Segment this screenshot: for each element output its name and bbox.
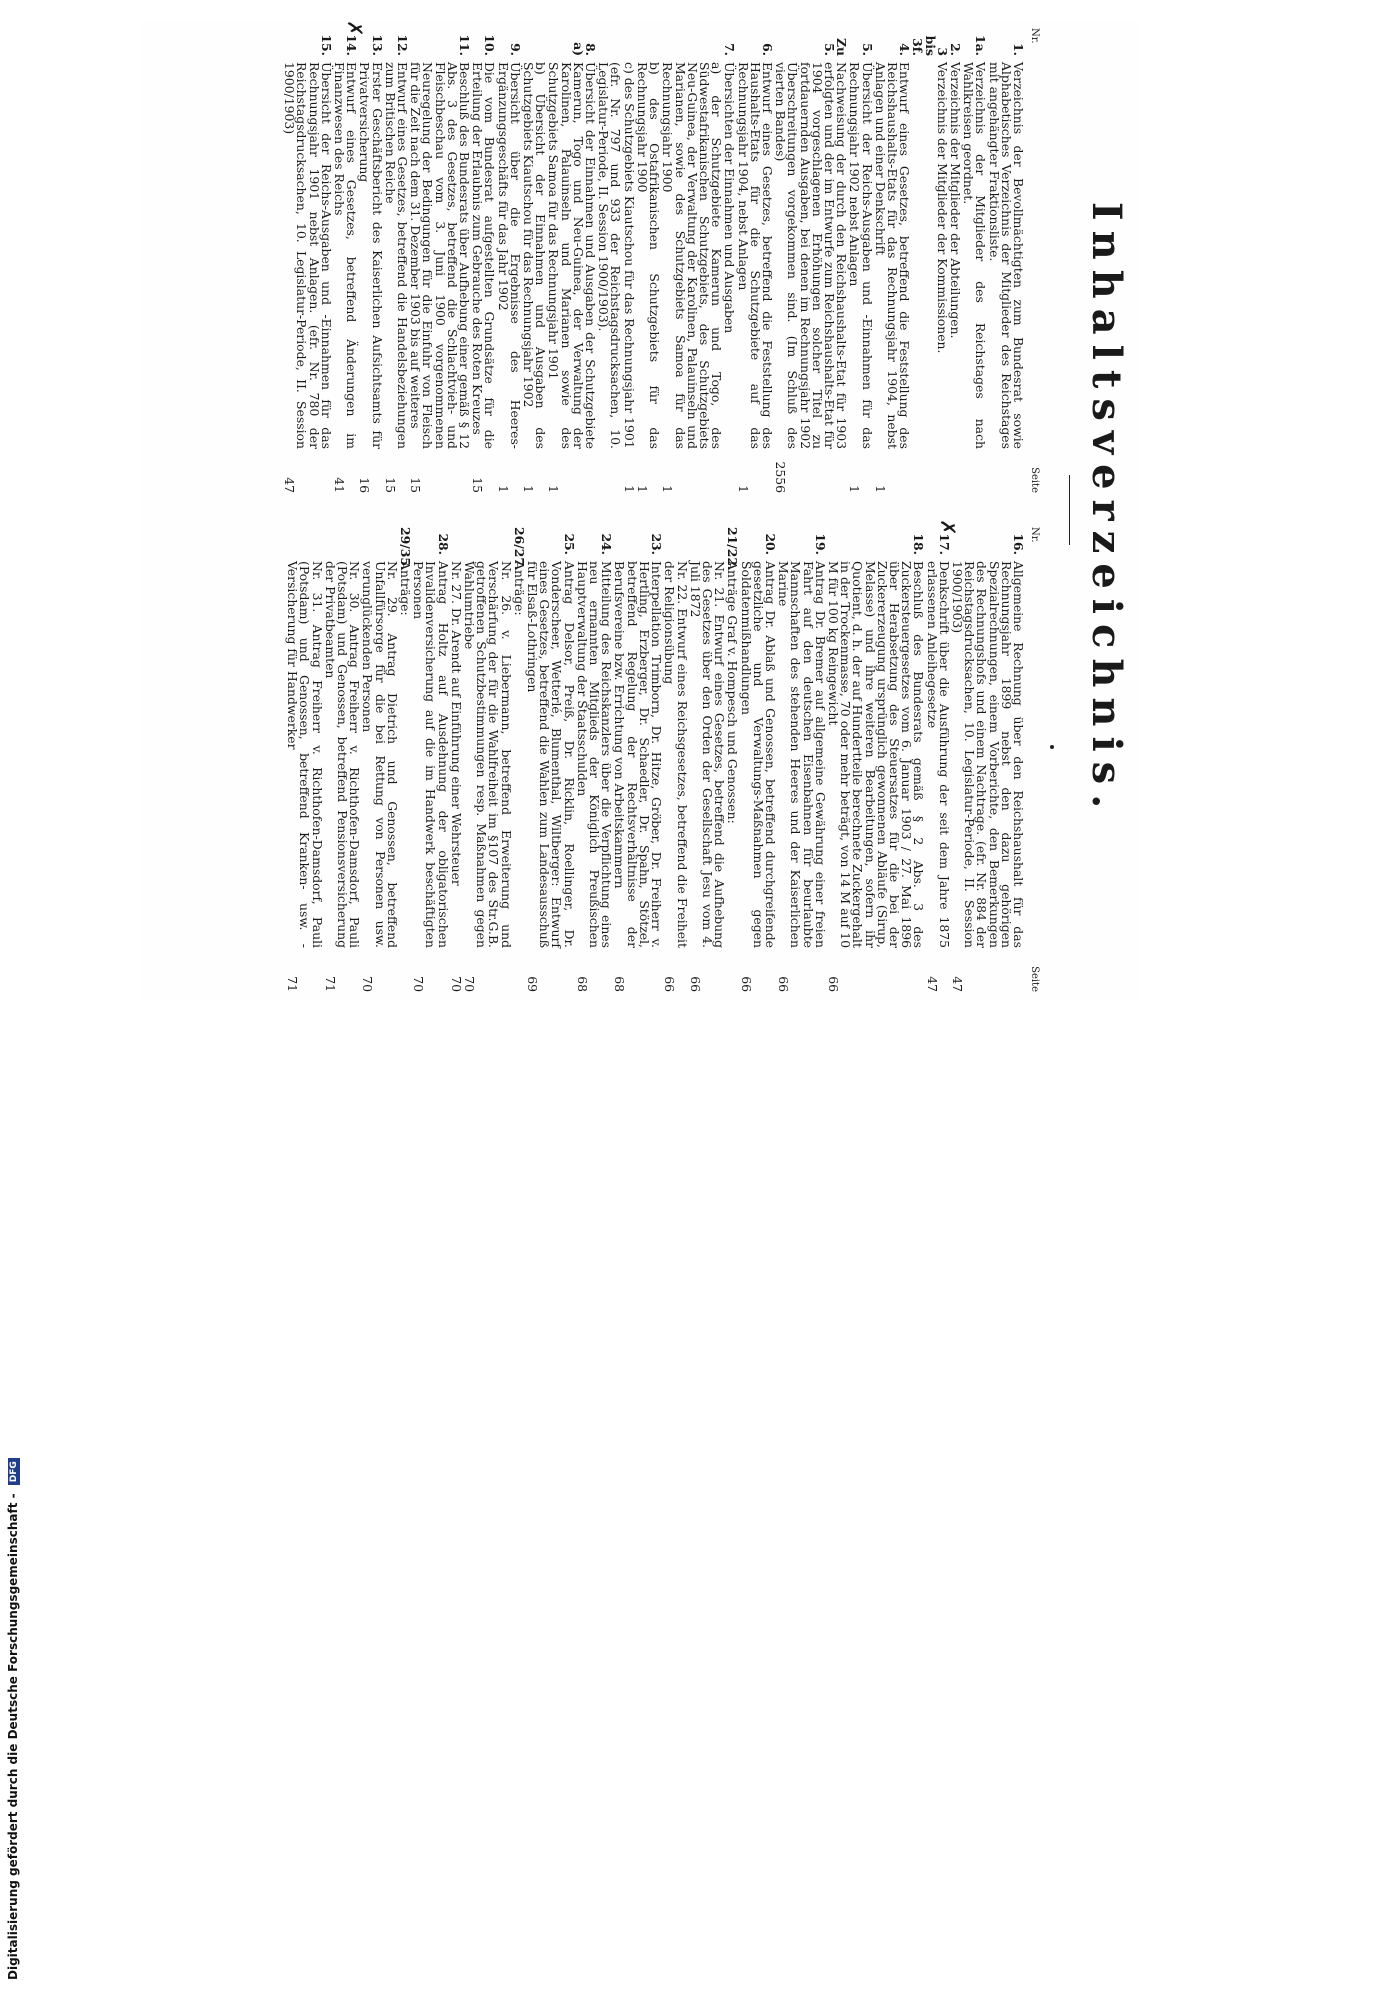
toc-entry	[324, 527, 361, 992]
entry-text: Übersicht über die Ergebnisse des Heeres-Ergänzungsgeschäfts für das Jahr 1902	[495, 62, 523, 449]
entry-number	[597, 28, 621, 62]
toc-entry	[827, 527, 925, 992]
nr-label: Nr.	[1029, 28, 1040, 44]
toc-entry	[283, 28, 332, 493]
entry-page-number: 1	[546, 485, 562, 493]
entry-text: Übersicht der Einnahmen und Ausgaben der Schutzgebiete Kamerun, Togo und Neu-Guinea, der Verwaltung der Karolinen, Palauinseln und Marianen sowie des Schutzgebiets Samoa für das Rechnungsjahr 1901	[546, 62, 599, 449]
entry-number	[463, 527, 512, 561]
entry-number: 18.	[911, 533, 927, 555]
toc-entry	[408, 28, 473, 493]
entry-page-number: 70	[411, 976, 427, 992]
toc-entry	[662, 527, 690, 992]
entry-text: Die vom Bundesrat aufgestellten Grundsätze für die Erteilung der Erlaubnis zum Gebrauche des Roten Kreuzes	[470, 62, 498, 449]
toc-entry	[924, 519, 960, 992]
entry-page-number: 1	[495, 485, 511, 493]
toc-entry	[634, 28, 663, 493]
entry-number	[361, 527, 398, 561]
entry-page-number: 71	[322, 976, 338, 992]
entry-page-number: 69	[525, 976, 541, 992]
toc-entry	[722, 28, 738, 493]
entry-number: 1.	[1011, 43, 1026, 56]
entry-number: 23.	[649, 533, 665, 555]
entry-number	[636, 28, 660, 62]
entry-text: Verzeichnis der Mitglieder der Abteilungen.	[947, 62, 963, 339]
entry-number: 2.	[947, 43, 963, 56]
handwritten-x-mark: ✗	[935, 519, 960, 536]
entry-text: b) Übersicht der Einnahmen und Ausgaben des Schutzgebiets Kiautschou für das Rechnungsjahr 1902	[521, 62, 549, 449]
entry-text: Antrag Delsor, Preiß, Dr. Ricklin, Roellinger, Dr. Vonderscheer, Wetterlé, Blumenthal, Wiltberger: Entwurf eines Gesetzes, betreffend die Wahlen zum Landesausschuß für Elsaß-Lothringen	[525, 561, 577, 948]
entry-number	[324, 527, 361, 561]
entry-number: 15.	[318, 34, 334, 56]
entry-text: Entwurf eines Gesetzes, betreffend die Handelsbeziehungen zum Britischen Reiche	[382, 62, 411, 449]
toc-entry	[382, 28, 411, 493]
entry-number: 13.	[369, 34, 385, 56]
handwritten-x-mark: ✗	[343, 20, 368, 37]
entry-page-number: 70	[360, 976, 376, 992]
dfg-logo: DFG	[8, 1458, 20, 1485]
entry-number: 24.	[599, 533, 615, 555]
entry-text: Antrag Dr. Bremer auf allgemeine Gewährung einer freien Fahrt auf den deutschen Eisenbahnen für beurlaubte Mannschaften des stehenden Heeres und der Kaiserlichen Marine	[776, 561, 828, 948]
toc-entry	[398, 527, 414, 992]
entry-number: 10.	[482, 34, 498, 56]
entry-number: 17.	[936, 533, 952, 555]
toc-entry	[596, 28, 624, 493]
toc-column-right	[285, 519, 1040, 992]
entry-page-number: 1	[521, 485, 537, 493]
entry-number: 19.	[812, 533, 828, 555]
entry-number: 1a.	[973, 35, 989, 56]
entry-text: Beschluß des Bundesrats über Aufhebung einer gemäß § 12 Abs. 3 des Gesetzes, betreffend die Schlachtvieh- und Fleischbeschau vom 3. Juni 1900 vorgenommenen Neuregelung der Bedingungen für die Einfuhr von Fleisch für die Zeit nach dem 31. Dezember 1903 bis auf weiteres	[408, 62, 473, 449]
toc-entry	[725, 527, 741, 992]
toc-entry	[361, 527, 398, 992]
entry-page-number: 15	[470, 477, 486, 493]
entry-text: Entwurf eines Gesetzes, betreffend die Feststellung des Reichshaushalts-Etats für das Rechnungsjahr 1904, nebst Anlagen und einer Denkschrift	[872, 62, 913, 449]
toc-entry	[495, 28, 523, 493]
entry-number: 12.	[395, 34, 411, 56]
entry-text: Nr. 30. Antrag Freiherr v. Richthofen-Damsdorf, Pauli (Potsdam) und Genossen, betreffend Pensionsversicherung der Privatbeamten	[322, 561, 363, 948]
toc-entry	[526, 527, 575, 992]
entry-page-number: 41	[332, 477, 348, 493]
entry-text: Erster Geschäftsbericht des Kaiserlichen Aufsichtsamts für Privatversicherung	[357, 62, 385, 449]
entry-page-number: 1	[634, 485, 650, 493]
entry-text: Antrag Dr. Ablaß und Genossen, betreffend durchgreifende gesetzliche und Verwaltungs-Maßnahmen gegen Soldatenmißhandlungen	[738, 561, 778, 948]
toc-entry	[412, 527, 449, 992]
entry-number: 29/35.	[398, 527, 414, 571]
entry-page-number: 47	[949, 976, 965, 992]
toc-entry	[357, 28, 385, 493]
toc-entry	[736, 28, 773, 493]
entry-text: Anträge:	[398, 561, 414, 616]
entry-text: Übersichten der Einnahmen und Ausgaben	[722, 62, 738, 334]
entry-page-number: 66	[662, 976, 678, 992]
entry-text: Entwurf eines Gesetzes, betreffend Änderungen im Finanzwesen des Reichs	[332, 62, 360, 449]
entry-text: Beschluß des Bundesrats gemäß § 2 Abs. 3 des Zuckersteuergesetzes vom 6. Januar 1903 / 27. Mai 1896 über Herabsetzung des Steuersatzes für die bei der Zuckererzeugung ursprünglich gewonnenen Abläufe (Sirup, Melasse) und ihre weiteren Bearbeitungen, sofern ihr Quotient, d. h. der auf Hundertteile berechnete Zuckergehalt in der Trockenmasse, 70 oder mehr beträgt, von 14 M auf 10 M für 100 kg Reingewicht	[825, 561, 927, 948]
entry-number	[450, 527, 462, 561]
toc-entry	[463, 527, 512, 992]
ink-dot	[1050, 745, 1054, 749]
entry-number: 21/22.	[725, 527, 741, 571]
entry-number: 20.	[762, 533, 778, 555]
seite-label: Seite	[1029, 467, 1040, 493]
entry-number: Zu 5.	[821, 37, 850, 56]
column-header	[1024, 28, 1040, 493]
entry-page-number: 68	[612, 976, 628, 992]
toc-entry	[576, 527, 613, 992]
entry-text: Nr. 22. Entwurf eines Reichsgesetzes, betreffend die Freiheit der Religionsübung	[662, 561, 690, 948]
entry-text: Nachweisung der durch den Reichshaushalts-Etat für 1903 erfolgten und der im Entwurfe zum Reichshaushalts-Etat für 1904 vorgeschlagenen Erhöhungen solcher Titel zu fortdauernden Ausgaben, bei denen im Rechnungsjahr 1902 Überschreitungen vorgekommen sind. (Im Schluß des vierten Bandes)	[773, 62, 850, 449]
entry-number: 14.	[344, 34, 360, 56]
entry-number	[663, 527, 687, 561]
scanned-page	[140, 20, 1140, 1000]
toc-entry	[874, 28, 911, 493]
toc-entry	[961, 28, 989, 493]
entry-text: (efr. Nr. 797 und 933 der Reichstagsdrucksachen, 10. Legislatur-Periode, II. Session 1900/1903).	[596, 62, 624, 449]
seite-label: Seite	[1029, 966, 1040, 992]
entry-text: Mitteilung des Reichskanzlers über die Verpflichtung eines neu ernannten Mitglieds der Königlich Preußischen Hauptverwaltung der Staatsschulden	[574, 561, 615, 948]
toc-entry	[777, 527, 826, 992]
entry-number: 7.	[722, 43, 738, 56]
entry-page-number: 70	[448, 976, 464, 992]
entry-page-number: 1	[872, 485, 888, 493]
entry-number: 25.	[561, 533, 577, 555]
entry-number: 26/27.	[511, 527, 527, 571]
entry-number: 5.	[859, 43, 875, 56]
digitization-footer	[4, 1000, 24, 2000]
toc-entry	[470, 28, 498, 493]
entry-page-number: 2556	[773, 461, 789, 493]
toc-entry	[546, 28, 599, 493]
entry-text: Verzeichnis der Bevollmächtigten zum Bundesrat sowie Alphabetisches Verzeichnis der Mitglieder des Reichstages mit angehängter Fraktionsliste.	[986, 62, 1026, 449]
entry-text: Verzeichnis der Mitglieder des Reichstages nach Wahlkreisen geordnet.	[961, 62, 989, 449]
page-title: Inhaltsverzeichnis.	[1083, 201, 1130, 819]
entry-text: Nr. 21. Entwurf eines Gesetzes, betreffend die Aufhebung des Gesetzes über den Orden der Gesellschaft Jesu vom 4. Juli 1872	[687, 561, 728, 948]
entry-number: 4.	[897, 43, 913, 56]
entry-text: Übersicht der Reichs-Ausgaben und -Einnahmen für das Rechnungsjahr 1901 nebst Anlagen. (efr. Nr. 780 der Reichstagsdrucksachen, 10. Legislatur-Periode, II. Session 1900/1903)	[282, 62, 334, 449]
toc-entry	[951, 527, 1024, 992]
entry-page-number: 66	[738, 976, 754, 992]
entry-text: Anträge Graf v. Hompesch und Genossen:	[725, 561, 741, 824]
entry-text: b) des Ostafrikanischen Schutzgebiets für das Rechnungsjahr 1900	[634, 62, 663, 449]
entry-page-number: 71	[285, 976, 301, 992]
entry-text: c) des Schutzgebiets Kiautschou für das Rechnungsjahr 1901	[621, 62, 637, 449]
footer-text: Digitalisierung gefördert durch die Deutsche Forschungsgemeinschaft -	[6, 1493, 20, 1980]
toc-entry	[773, 28, 850, 493]
toc-entry	[987, 28, 1024, 493]
entry-text: Anträge:	[511, 561, 527, 616]
entry-number: 3 bis 3f.	[910, 35, 950, 56]
entry-page-number: 47	[282, 477, 298, 493]
entry-page-number: 66	[776, 976, 792, 992]
entry-page-number: 66	[825, 976, 841, 992]
entry-page-number: 16	[357, 477, 373, 493]
entry-text: Nr. 29. Antrag Dietrich und Genossen, betreffend Unfallfürsorge für die bei Rettung von Personen usw. verunglückenden Personen	[360, 561, 400, 948]
toc-entry	[450, 527, 462, 992]
toc-entry	[949, 28, 961, 493]
entry-number	[689, 527, 726, 561]
entry-number: 8. a)	[570, 42, 599, 56]
entry-number: 9.	[507, 43, 523, 56]
toc-entry	[847, 28, 875, 493]
entry-page-number: 66	[687, 976, 703, 992]
toc-entry	[521, 28, 549, 493]
nr-label: Nr.	[1029, 527, 1040, 543]
entry-text: Denkschrift über die Ausführung der seit dem Jahre 1875 erlassenen Anleihegesetze	[924, 561, 952, 948]
toc-entry	[660, 28, 725, 493]
toc-entry	[513, 527, 525, 992]
entry-page-number: 47	[924, 976, 940, 992]
entry-number	[623, 28, 635, 62]
entry-number: 6.	[759, 43, 775, 56]
entry-page-number: 15	[408, 477, 424, 493]
entry-page-number: 70	[462, 976, 478, 992]
entry-text: Nr. 26. v. Liebermann, betreffend Erweiterung und Verschärfung der für die Wahlfreiheit im §107 des Str.G.B. getroffenen Schutzbestimmungen resp. Maßnahmen gegen Wahlumtriebe	[462, 561, 514, 948]
toc-entry	[689, 527, 726, 992]
entry-page-number: 1	[660, 485, 676, 493]
entry-page-number: 68	[574, 976, 590, 992]
entry-number	[286, 527, 323, 561]
entry-number: 11.	[457, 34, 473, 56]
entry-number	[522, 28, 546, 62]
toc-entry	[911, 28, 948, 493]
entry-text: Verzeichnis der Mitglieder der Kommissionen.	[934, 62, 950, 354]
entry-number: 16.	[1011, 533, 1026, 555]
title-rule	[1069, 475, 1070, 545]
entry-number	[661, 28, 722, 62]
column-header	[1024, 527, 1040, 992]
entry-text: Nr. 27. Dr. Arendt auf Einführung einer Wehrsteuer	[448, 561, 464, 886]
entry-number: 28.	[435, 533, 451, 555]
entry-page-number: 1	[621, 485, 637, 493]
entry-text: a) der Schutzgebiete Kamerun und Togo, des Südwestafrikanischen Schutzgebiets, des Schutzgebiets Neu-Guinea, der Verwaltung der Karolinen, Palauinseln und Marianen, sowie des Schutzgebiets Samoa für das Rechnungsjahr 1900	[660, 62, 725, 449]
toc-column-left	[282, 20, 1040, 493]
entry-page-number: 15	[382, 477, 398, 493]
entry-text: Entwurf eines Gesetzes, betreffend die Feststellung des Haushalts-Etats für die Schutzgebiete auf das Rechnungsjahr 1904, nebst Anlagen	[735, 62, 775, 449]
toc-entry	[286, 527, 323, 992]
toc-entry	[612, 527, 665, 992]
entry-text: Übersicht der Reichs-Ausgaben und -Einnahmen für das Rechnungsjahr 1902 nebst Anlagen	[847, 62, 875, 449]
entry-page-number: 1	[735, 485, 751, 493]
toc-entry	[739, 527, 776, 992]
entry-page-number: 1	[847, 485, 863, 493]
entry-text: Antrag Holtz auf Ausdehnung der obligatorischen Invalidenversicherung auf die im Handwerk beschäftigten Personen	[411, 561, 451, 948]
entry-text: Nr. 31. Antrag Freiherr v. Richthofen-Damsdorf, Pauli (Potsdam) und Genossen, betreffend Kranken- usw. -Versicherung für Handwerker	[285, 561, 325, 948]
toc-entry	[623, 28, 635, 493]
entry-text: Allgemeine Rechnung über den Reichshaushalt für das Rechnungsjahr 1899 nebst den dazu gehörigen Spezialrechnungen, einem Vorberichte, den Bemerkungen des Rechnungshofs und einem Nachtrage. (efr. Nr. 884 der Reichstagsdrucksachen, 10. Legislatur-Periode, II. Session 1900/1903)	[949, 561, 1026, 948]
entry-text: Interpellation Trimborn, Dr. Hitze, Gröber, Dr. Freiherr v. Hertling, Erzberger, Dr. Schaedler, Dr. Spahn, Stötzel, betreffend Regelung der Rechtsverhältnisse der Berufsvereine bzw. Errichtung von Arbeitskammern	[612, 561, 665, 948]
